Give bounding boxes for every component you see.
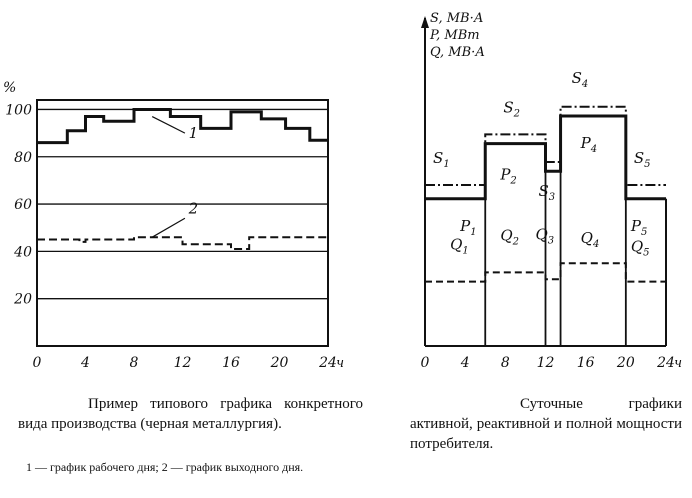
left-x-tick-label: 4 xyxy=(81,355,90,371)
left-annotation-1: 1 xyxy=(188,123,199,142)
left-plot-frame xyxy=(37,100,328,346)
left-leader-2 xyxy=(152,218,185,237)
left-leader-1 xyxy=(152,117,185,134)
right-annotation-Q2: $Q_2$ xyxy=(500,226,519,248)
right-annotation-S2: $S_2$ xyxy=(503,98,520,120)
left-y-tick-label: 40 xyxy=(14,244,32,261)
left-x-tick-label: 24 xyxy=(319,355,337,371)
left-series-2 xyxy=(37,237,328,249)
right-x-tick-label: 20 xyxy=(616,355,635,371)
right-y-axis-label: Q, МВ·А xyxy=(430,45,486,60)
right-annotation-P2: $P_2$ xyxy=(500,165,517,187)
right-y-axis-label: S, МВ·А xyxy=(430,11,484,26)
right-x-tick-label: 12 xyxy=(536,355,555,371)
right-annotation-S1: $S_1$ xyxy=(433,149,450,170)
left-x-tick-label: 20 xyxy=(270,355,289,371)
left-x-tick-label: 12 xyxy=(173,355,192,371)
left-x-unit-label: ч xyxy=(336,356,345,371)
left-y-tick-label: 60 xyxy=(14,197,32,214)
left-chart xyxy=(3,80,344,371)
left-y-tick-label: 20 xyxy=(14,291,32,308)
left-annotation-2: 2 xyxy=(188,199,199,218)
left-x-tick-label: 0 xyxy=(32,355,42,371)
right-chart xyxy=(421,11,683,371)
right-y-axis-arrow xyxy=(421,16,429,28)
right-x-tick-label: 8 xyxy=(500,355,510,371)
right-annotation-Q5: $Q_5$ xyxy=(630,237,650,259)
left-series-1 xyxy=(37,109,328,142)
left-chart-caption: Пример типового графика конкретного вида производства (черная металлургия). xyxy=(18,396,363,432)
right-x-tick-label: 16 xyxy=(576,355,595,371)
right-x-unit-label: ч xyxy=(674,356,683,371)
right-annotation-Q1: $Q_1$ xyxy=(450,235,469,257)
left-y-unit-label: % xyxy=(3,80,17,96)
right-annotation-P5: $P_5$ xyxy=(630,216,648,238)
right-y-axis-label: P, МВт xyxy=(430,28,480,43)
right-chart-caption: Суточные графики активной, реактивной и полной мощности потребителя. xyxy=(410,396,682,452)
right-annotation-S3: $S_3$ xyxy=(538,182,556,203)
left-x-tick-label: 8 xyxy=(129,355,139,371)
left-x-tick-label: 16 xyxy=(222,355,240,371)
right-x-tick-label: 24 xyxy=(657,355,675,371)
left-chart-legend: 1 — график рабочего дня; 2 — график выходного дня. xyxy=(26,460,304,474)
right-annotation-P1: $P_1$ xyxy=(460,216,477,238)
right-x-tick-label: 4 xyxy=(460,355,470,371)
left-y-tick-label: 80 xyxy=(14,149,32,166)
right-annotation-P4: $P_4$ xyxy=(580,134,598,155)
right-x-tick-label: 0 xyxy=(420,355,430,371)
right-annotation-Q3: $Q_3$ xyxy=(535,225,555,247)
left-y-tick-label: 100 xyxy=(5,102,32,119)
right-annotation-S4: $S_4$ xyxy=(571,68,589,90)
right-annotation-S5: $S_5$ xyxy=(633,149,651,170)
right-annotation-Q4: $Q_4$ xyxy=(580,229,600,251)
